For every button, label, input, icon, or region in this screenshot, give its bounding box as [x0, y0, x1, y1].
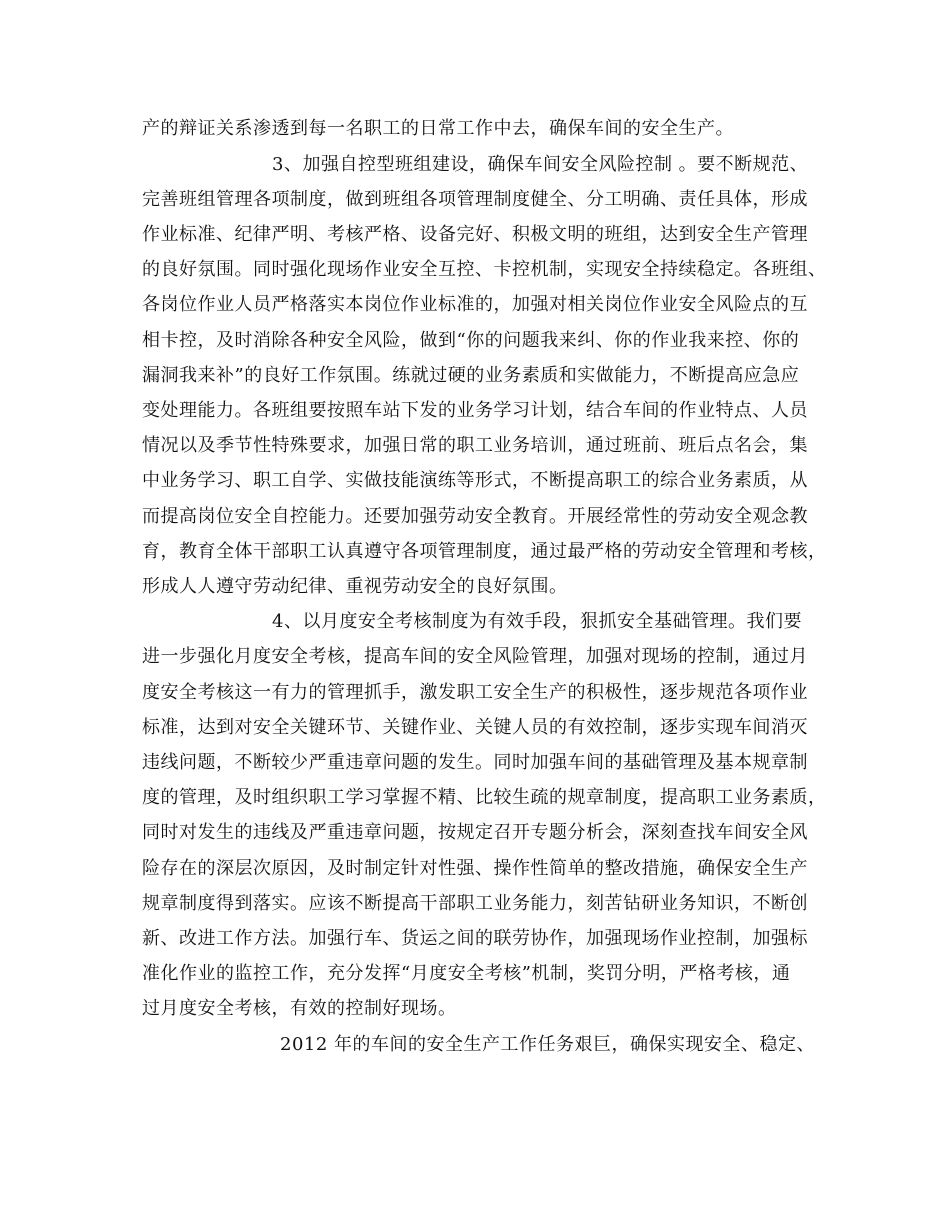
text-line: 情况以及季节性特殊要求，加强日常的职工业务培训，通过班前、班后点名会，集 — [142, 435, 808, 456]
paragraph-4-heading-line: 4、以月度安全考核制度为有效手段，狠抓安全基础管理。我们要 — [272, 611, 802, 632]
text-line: 完善班组管理各项制度，做到班组各项管理制度健全、分工明确、责任具体，形成 — [142, 189, 808, 210]
text-line: 育，教育全体干部职工认真遵守各项管理制度，通过最严格的劳动安全管理和考核， — [142, 541, 827, 562]
text-line: 度的管理，及时组织职工学习掌握不精、比较生疏的规章制度，提高职工业务素质， — [142, 787, 827, 808]
text-line: 作业标准、纪律严明、考核严格、设备完好、积极文明的班组，达到安全生产管理 — [142, 224, 808, 245]
text-line: 新、改进工作方法。加强行车、货运之间的联劳协作，加强现场作业控制，加强标 — [142, 928, 808, 949]
text-line: 中业务学习、职工自学、实做技能演练等形式，不断提高职工的综合业务素质，从 — [142, 470, 808, 491]
text-line: 规章制度得到落实。应该不断提高干部职工业务能力，刻苦钻研业务知识，不断创 — [142, 893, 808, 914]
text-line: 而提高岗位安全自控能力。还要加强劳动安全教育。开展经常性的劳动安全观念教 — [142, 506, 808, 527]
text-line: 同时对发生的违线及严重违章问题，按规定召开专题分析会，深刻查找车间安全风 — [142, 822, 808, 843]
text-line: 违线问题，不断较少严重违章问题的发生。同时加强车间的基础管理及基本规章制 — [142, 752, 808, 773]
text-line: 的良好氛围。同时强化现场作业安全互控、卡控机制，实现安全持续稳定。各班组、 — [142, 259, 827, 280]
text-line: 标准，达到对安全关键环节、关键作业、关键人员的有效控制，逐步实现车间消灭 — [142, 717, 808, 738]
paragraph-3-heading-line: 3、加强自控型班组建设，确保车间安全风险控制 。要不断规范、 — [272, 154, 809, 175]
closing-paragraph-line: 2012 年的车间的安全生产工作任务艰巨，确保实现安全、稳定、 — [280, 1034, 816, 1055]
text-line: 进一步强化月度安全考核，提高车间的安全风险管理，加强对现场的控制，通过月 — [142, 646, 808, 667]
text-line: 相卡控，及时消除各种安全风险，做到“你的问题我来纠、你的作业我来控、你的 — [142, 330, 800, 351]
text-line: 各岗位作业人员严格落实本岗位作业标准的，加强对相关岗位作业安全风险点的互 — [142, 294, 808, 315]
text-line: 过月度安全考核，有效的控制好现场。 — [142, 998, 457, 1019]
text-line: 险存在的深层次原因，及时制定针对性强、操作性简单的整改措施，确保安全生产 — [142, 858, 808, 879]
text-line: 度安全考核这一有力的管理抓手，激发职工安全生产的积极性，逐步规范各项作业 — [142, 682, 808, 703]
text-line: 变处理能力。各班组要按照车站下发的业务学习计划，结合车间的作业特点、人员 — [142, 400, 808, 421]
text-line: 形成人人遵守劳动纪律、重视劳动安全的良好氛围。 — [142, 576, 568, 597]
text-line: 漏洞我来补”的良好工作氛围。练就过硬的业务素质和实做能力，不断提高应急应 — [142, 365, 800, 386]
text-line: 准化作业的监控工作，充分发挥“月度安全考核”机制，奖罚分明，严格考核，通 — [142, 963, 791, 984]
text-line: 产的辩证关系渗透到每一名职工的日常工作中去，确保车间的安全生产。 — [142, 118, 734, 139]
